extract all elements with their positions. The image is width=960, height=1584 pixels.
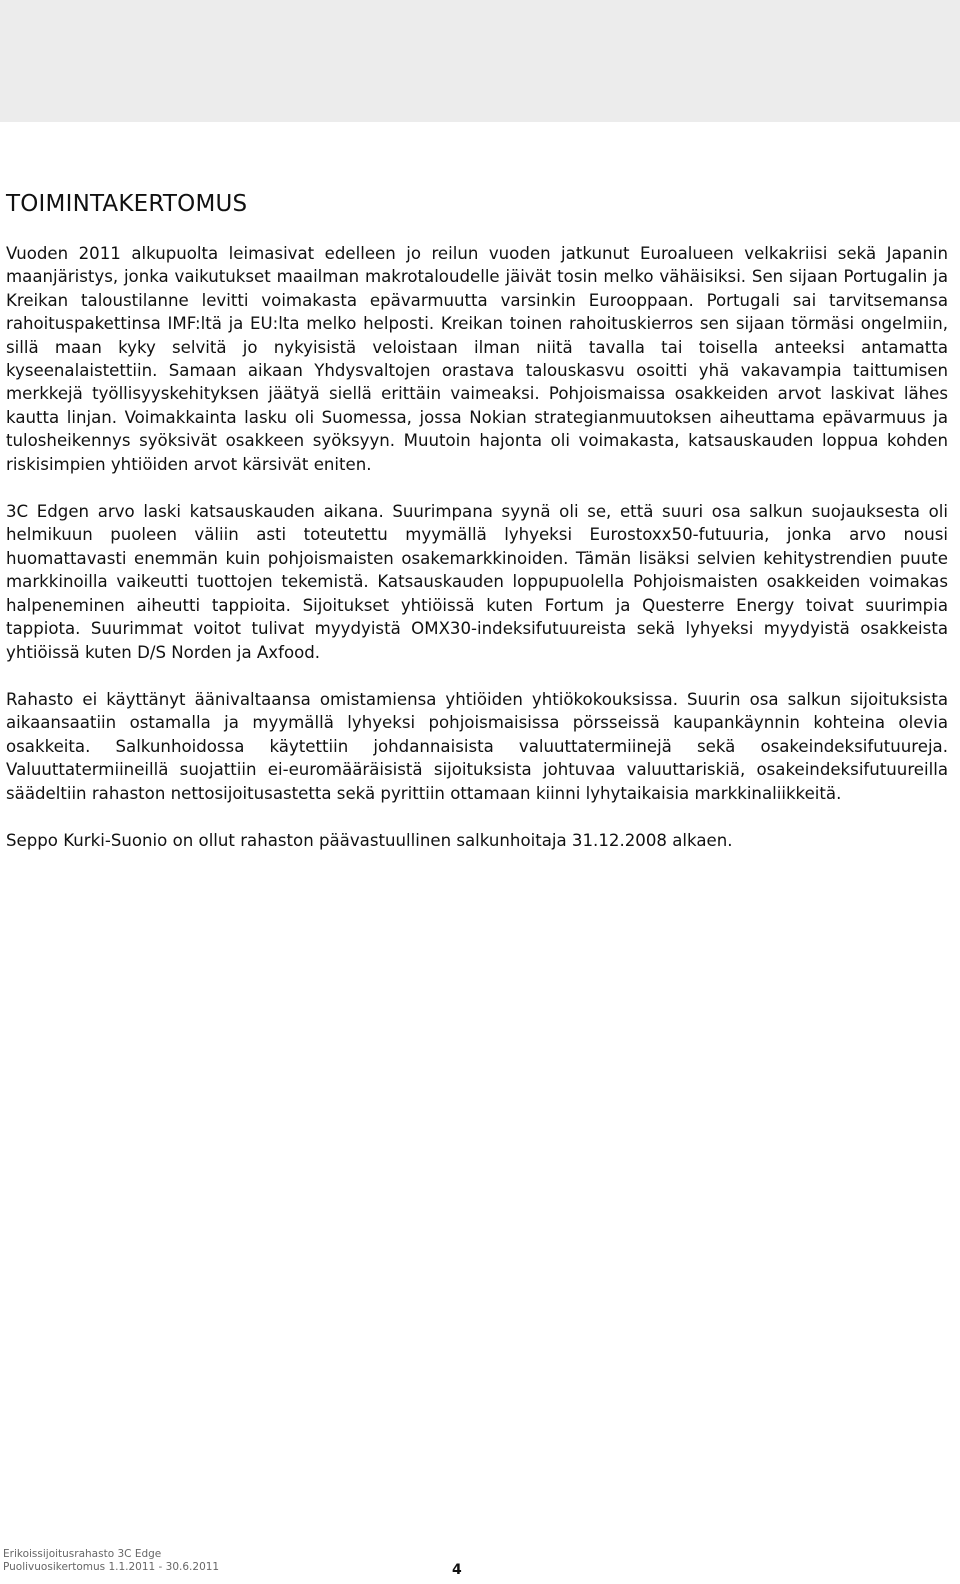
footer-report-period: Puolivuosikertomus 1.1.2011 - 30.6.2011 xyxy=(3,1561,220,1573)
paragraph-fund-performance: 3C Edgen arvo laski katsauskauden aikana. Suurimpana syynä oli se, että suuri osa salkun suojauksesta oli helmikuun puoleen väliin asti toteutettu myymällä lyhyeksi Eurostoxx50-futuuria, jonka arvo nousi huomattavasti enemmän kuin pohjoismaisten osakemarkkinoiden. Tämän lisäksi selvien kehitystrendien puute markkinoilla vaikeutti tuottojen tekemistä. Katsauskauden loppupuolella Pohjoismaisten osakkeiden voimakas halpeneminen aiheutti tappioita. Sijoitukset yhtiöissä kuten Fortum ja Questerre Energy toivat suurimpia tappiota. Suurimmat voitot tulivat myydyistä OMX30-indeksifutuureista sekä lyhyeksi myydyistä osakkeista yhtiöissä kuten D/S Norden ja Axfood. xyxy=(6,502,948,662)
report-title: TOIMINTAKERTOMUS xyxy=(6,191,248,217)
report-body xyxy=(6,190,948,876)
paragraph-voting-and-derivatives: Rahasto ei käyttänyt äänivaltaansa omistamiensa yhtiöiden yhtiökokouksissa. Suurin osa salkun sijoituksista aikaansaatiin ostamalla ja myymällä lyhyeksi pohjoismaisissa pörsseissä kaupankäynnin kohteina olevia osakkeita. Salkunhoidossa käytettiin johdannaisista valuuttatermiinejä sekä osakeindeksifutuureja. Valuuttatermiineillä suojattiin ei-euromääräisistä sijoituksista johtuvaa valuuttariskiä, osakeindeksifutuureilla säädeltiin rahaston nettosijoitusastetta sekä pyrittiin ottamaan kiinni lyhytaikaisia markkinaliikkeitä. xyxy=(6,689,948,803)
footer-fund-name: Erikoissijoitusrahasto 3C Edge xyxy=(3,1548,162,1560)
header-band xyxy=(0,0,960,122)
page-footer xyxy=(3,1548,219,1574)
page-number: 4 xyxy=(452,1562,462,1578)
paragraph-market-review: Vuoden 2011 alkupuolta leimasivat edelleen jo reilun vuoden jatkunut Euroalueen velkakriisi sekä Japanin maanjäristys, jonka vaikutukset maailman makrotaloudelle jäivät tosin melko vähäisiksi. Sen sijaan Portugalin ja Kreikan taloustilanne levitti voimakasta epävarmuutta varsinkin Eurooppaan. Portugali sai tarvitsemansa rahoituspakettinsa IMF:ltä ja EU:lta melko helposti. Kreikan toinen rahoituskierros sen sijaan törmäsi ongelmiin, sillä maan kyky selvitä jo nykyisistä veloistaan ilman niitä tavalla tai toisella anteeksi antamatta kyseenalaistettiin. Samaan aikaan Yhdysvaltojen orastava talouskasvu osoitti yhä vakavampia taittumisen merkkejä työllisyyskehityksen jäätyä siellä erittäin vaimeaksi. Pohjoismaissa osakkeiden arvot laskivat lähes kautta linjan. Voimakkainta lasku oli Suomessa, jossa Nokian strategianmuutoksen aiheuttama epävarmuus ja tulosheikennys syöksivät osakkeen syöksyyn. Muutoin hajonta oli voimakasta, katsauskauden loppua kohden riskisimpien yhtiöiden arvot kärsivät eniten. xyxy=(6,244,948,474)
paragraph-portfolio-manager: Seppo Kurki-Suonio on ollut rahaston päävastuullinen salkunhoitaja 31.12.2008 alkaen. xyxy=(6,830,733,850)
